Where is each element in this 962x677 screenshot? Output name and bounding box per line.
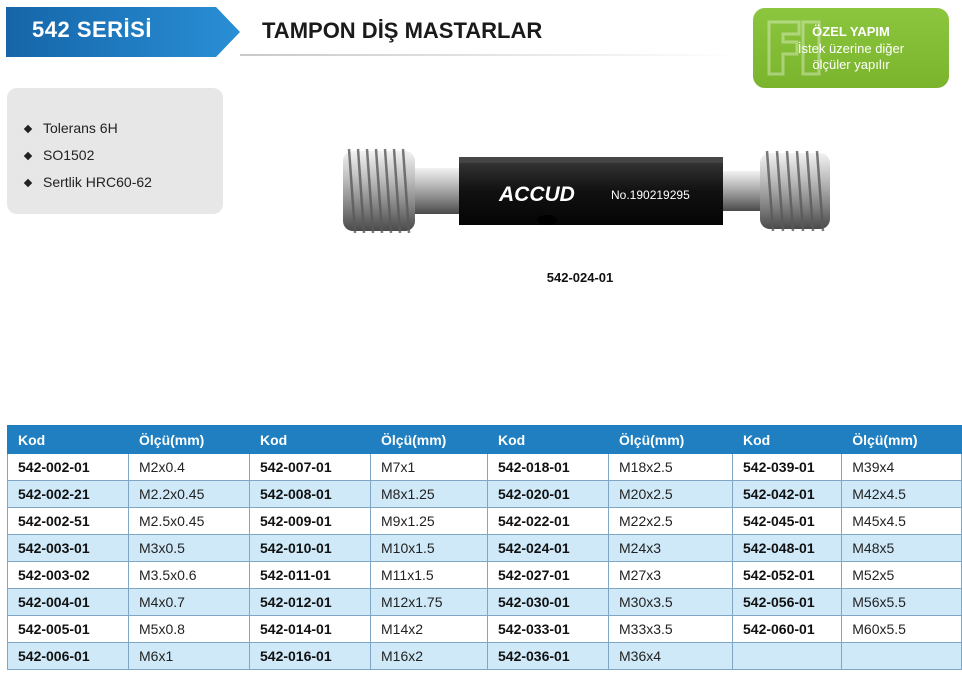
code-cell: 542-003-01 xyxy=(8,535,129,562)
gauge-handle xyxy=(459,157,723,225)
size-cell: M27x3 xyxy=(609,562,736,589)
spec-item xyxy=(25,169,152,196)
code-cell: 542-042-01 xyxy=(733,481,842,508)
code-table-2 xyxy=(249,425,498,670)
table-header-row xyxy=(733,426,962,454)
spec-item-text: Tolerans 6H xyxy=(43,120,118,136)
go-thread-end xyxy=(343,149,465,233)
size-cell: M10x1.5 xyxy=(371,535,498,562)
size-cell: M18x2.5 xyxy=(609,454,736,481)
size-cell: M30x3.5 xyxy=(609,589,736,616)
size-cell: M22x2.5 xyxy=(609,508,736,535)
size-cell: M9x1.25 xyxy=(371,508,498,535)
code-cell: 542-007-01 xyxy=(250,454,371,481)
size-cell: M24x3 xyxy=(609,535,736,562)
code-cell: 542-024-01 xyxy=(488,535,609,562)
page-title: TAMPON DİŞ MASTARLAR xyxy=(262,18,543,43)
size-cell: M7x1 xyxy=(371,454,498,481)
table-row xyxy=(488,616,736,643)
size-cell: M42x4.5 xyxy=(842,481,962,508)
no-go-thread-end xyxy=(723,151,830,231)
code-cell: 542-036-01 xyxy=(488,643,609,670)
table-header-row xyxy=(488,426,736,454)
size-cell: M36x4 xyxy=(609,643,736,670)
table-row xyxy=(488,562,736,589)
code-cell xyxy=(733,643,842,670)
code-cell: 542-008-01 xyxy=(250,481,371,508)
size-cell: M4x0.7 xyxy=(129,589,256,616)
code-cell: 542-027-01 xyxy=(488,562,609,589)
table-row xyxy=(250,481,498,508)
table-row xyxy=(8,562,256,589)
code-cell: 542-010-01 xyxy=(250,535,371,562)
code-cell: 542-009-01 xyxy=(250,508,371,535)
code-cell: 542-033-01 xyxy=(488,616,609,643)
table-row xyxy=(733,481,962,508)
column-header-size: Ölçü(mm) xyxy=(129,426,256,454)
handle-hole xyxy=(537,215,557,225)
spec-item xyxy=(25,115,152,142)
size-cell: M8x1.25 xyxy=(371,481,498,508)
diamond-bullet-icon xyxy=(24,125,32,133)
table-row xyxy=(488,589,736,616)
column-header-code: Kod xyxy=(250,426,371,454)
code-table-3 xyxy=(487,425,736,670)
column-header-size: Ölçü(mm) xyxy=(609,426,736,454)
diamond-bullet-icon xyxy=(24,179,32,187)
table-row xyxy=(733,616,962,643)
size-cell: M20x2.5 xyxy=(609,481,736,508)
code-cell: 542-022-01 xyxy=(488,508,609,535)
code-cell: 542-002-21 xyxy=(8,481,129,508)
code-cell: 542-056-01 xyxy=(733,589,842,616)
table-row xyxy=(733,535,962,562)
table-row xyxy=(488,535,736,562)
size-cell: M3x0.5 xyxy=(129,535,256,562)
custom-order-line-2: ölçüler yapılır xyxy=(812,57,890,72)
series-label: 542 SERİSİ xyxy=(32,17,152,42)
size-cell: M16x2 xyxy=(371,643,498,670)
code-cell: 542-005-01 xyxy=(8,616,129,643)
thread-plug-gauge-illustration xyxy=(325,143,835,243)
size-cell: M5x0.8 xyxy=(129,616,256,643)
code-cell: 542-002-51 xyxy=(8,508,129,535)
size-cell: M2.5x0.45 xyxy=(129,508,256,535)
column-header-code: Kod xyxy=(488,426,609,454)
code-cell: 542-048-01 xyxy=(733,535,842,562)
table-row xyxy=(488,643,736,670)
size-cell: M6x1 xyxy=(129,643,256,670)
size-cell: M33x3.5 xyxy=(609,616,736,643)
spec-item xyxy=(25,142,152,169)
spec-item-text: Sertlik HRC60-62 xyxy=(43,174,152,190)
table-row xyxy=(8,481,256,508)
table-row xyxy=(488,508,736,535)
custom-order-badge xyxy=(753,8,949,88)
code-cell: 542-060-01 xyxy=(733,616,842,643)
size-cell: M52x5 xyxy=(842,562,962,589)
table-row xyxy=(8,535,256,562)
custom-order-line-1: İstek üzerine diğer xyxy=(797,41,905,56)
table-row xyxy=(250,535,498,562)
size-cell: M45x4.5 xyxy=(842,508,962,535)
table-row xyxy=(8,508,256,535)
table-row xyxy=(250,643,498,670)
size-cell: M11x1.5 xyxy=(371,562,498,589)
header-divider xyxy=(240,54,740,56)
table-row xyxy=(250,562,498,589)
table-row xyxy=(8,589,256,616)
spec-item-text: SO1502 xyxy=(43,147,95,163)
size-cell: M12x1.75 xyxy=(371,589,498,616)
custom-order-text xyxy=(767,41,935,73)
column-header-code: Kod xyxy=(733,426,842,454)
code-table-1 xyxy=(7,425,256,670)
table-row xyxy=(250,616,498,643)
code-cell: 542-004-01 xyxy=(8,589,129,616)
table-row xyxy=(250,508,498,535)
diamond-bullet-icon xyxy=(24,152,32,160)
code-cell: 542-014-01 xyxy=(250,616,371,643)
size-cell: M48x5 xyxy=(842,535,962,562)
size-cell: M56x5.5 xyxy=(842,589,962,616)
table-header-row xyxy=(8,426,256,454)
table-row xyxy=(733,589,962,616)
code-cell: 542-020-01 xyxy=(488,481,609,508)
table-row xyxy=(8,454,256,481)
table-row xyxy=(250,454,498,481)
table-row xyxy=(733,562,962,589)
serial-number: No.190219295 xyxy=(611,188,690,202)
spec-list xyxy=(25,115,152,196)
code-cell: 542-012-01 xyxy=(250,589,371,616)
size-cell: M2x0.4 xyxy=(129,454,256,481)
size-cell: M2.2x0.45 xyxy=(129,481,256,508)
code-cell: 542-018-01 xyxy=(488,454,609,481)
table-row xyxy=(8,616,256,643)
spec-box xyxy=(7,88,223,214)
table-row xyxy=(250,589,498,616)
table-row xyxy=(8,643,256,670)
column-header-size: Ölçü(mm) xyxy=(371,426,498,454)
code-cell: 542-011-01 xyxy=(250,562,371,589)
code-cell: 542-016-01 xyxy=(250,643,371,670)
table-row xyxy=(733,454,962,481)
table-header-row xyxy=(250,426,498,454)
product-caption: 542-024-01 xyxy=(546,270,614,285)
size-cell: M60x5.5 xyxy=(842,616,962,643)
column-header-code: Kod xyxy=(8,426,129,454)
code-cell: 542-052-01 xyxy=(733,562,842,589)
table-row xyxy=(733,508,962,535)
code-cell: 542-006-01 xyxy=(8,643,129,670)
table-row xyxy=(488,454,736,481)
code-cell: 542-002-01 xyxy=(8,454,129,481)
brand-logo: ACCUD xyxy=(499,183,575,206)
size-cell: M39x4 xyxy=(842,454,962,481)
column-header-size: Ölçü(mm) xyxy=(842,426,962,454)
code-cell: 542-045-01 xyxy=(733,508,842,535)
code-cell: 542-030-01 xyxy=(488,589,609,616)
code-cell: 542-039-01 xyxy=(733,454,842,481)
series-banner xyxy=(6,7,240,57)
table-row xyxy=(488,481,736,508)
table-row xyxy=(733,643,962,670)
code-cell: 542-003-02 xyxy=(8,562,129,589)
size-cell: M14x2 xyxy=(371,616,498,643)
size-cell xyxy=(842,643,962,670)
size-cell: M3.5x0.6 xyxy=(129,562,256,589)
custom-order-title: ÖZEL YAPIM xyxy=(812,24,890,39)
product-image xyxy=(325,143,835,243)
code-table-4 xyxy=(732,425,962,670)
